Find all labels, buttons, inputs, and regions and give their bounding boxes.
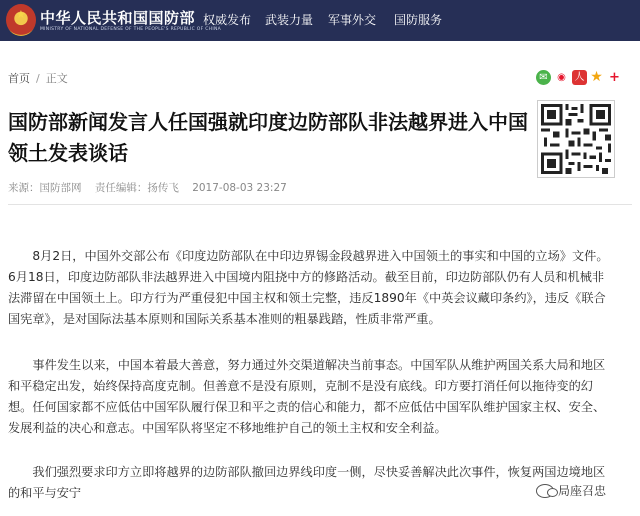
breadcrumb-current: 正文 [45,72,68,85]
national-emblem-icon[interactable]: ★ [6,4,36,36]
breadcrumb [8,70,68,86]
article-paragraph-3: 我们强烈要求印方立即将越界的边防部队撤回边界线印度一侧，尽快妥善解决此次事件，恢复两国边境地区的和平与安宁 [8,465,606,500]
article-paragraph-1: 8月2日，中国外交部公布《印度边防部队在中印边界锡金段越界进入中国领土的事实和中国的立场》文件。6月18日，印度边防部队非法越界进入中国境内阻挠中方的修路活动。截至目前，印边防部队仍有人员和机械非法滞留在中国领土上。印方行为严重侵犯中国主权和领土完整，违反1890年《中英会议藏印条约》，违反《联合国宪章》，是对国际法基本原则和国际关系基本准则的粗暴践踏，性质非常严重。 [8,249,609,326]
article-title: 国防部新闻发言人任国强就印度边防部队非法越界进入中国领土发表谈话 [8,110,528,165]
qr-code [537,100,615,178]
renren-icon[interactable]: 人 [572,70,587,85]
site-header [0,0,640,41]
breadcrumb-separator: / [36,72,40,85]
favorite-icon[interactable]: ★ [590,69,603,85]
divider [8,204,632,205]
weibo-icon[interactable]: ◉ [554,70,569,85]
site-title[interactable]: 中华人民共和国国防部 [40,9,196,27]
nav-defense-services[interactable]: 国防服务 [394,13,443,27]
wechat-account-watermark [536,482,606,499]
watermark-text: 局座召忠 [558,484,607,498]
article-editor: 责任编辑：扬传飞 [94,182,179,194]
nav-authoritative-release[interactable]: 权威发布 [203,13,252,27]
nav-military-diplomacy[interactable]: 军事外交 [328,13,377,27]
article-datetime: 2017-08-03 23:27 [192,182,287,194]
article-meta [8,180,297,195]
wechat-icon[interactable]: ✉ [536,70,551,85]
article-paragraph-2: 事件发生以来，中国本着最大善意，努力通过外交渠道解决当前事态。中国军队从维护两国关系大局和地区和平稳定出发，始终保持高度克制。但善意不是没有原则，克制不是没有底线。印方要打消任何以拖待变的幻想。任何国家都不应低估中国军队履行保卫和平之责的信心和能力，都不应低估中国军队维护国家主权、安全、发展利益的决心和意志。中国军队将坚定不移地维护自己的领土主权和安全利益。 [8,358,606,435]
wechat-logo-icon [536,484,554,498]
breadcrumb-home[interactable]: 首页 [8,72,30,85]
article-source: 来源：国防部网 [8,182,82,194]
site-subtitle: MINISTRY OF NATIONAL DEFENSE OF THE PEOPLE'S REPUBLIC OF CHINA [40,27,222,32]
nav-armed-forces[interactable]: 武装力量 [265,13,314,27]
more-icon[interactable]: + [607,70,622,85]
